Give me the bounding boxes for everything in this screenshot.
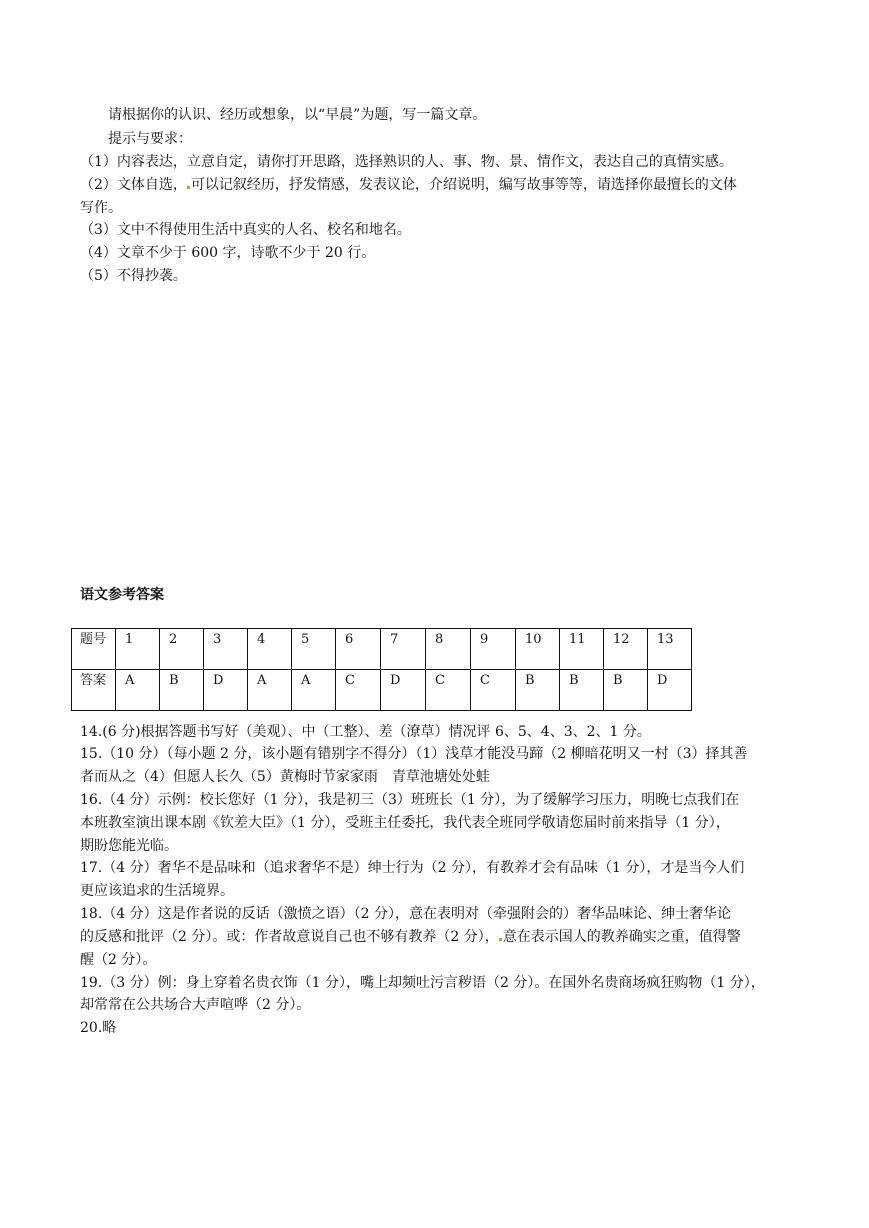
answer-15-cont: 者而从之（4）但愿人长久（5）黄梅时节家家雨 青草池塘处处蛙 [80, 769, 490, 785]
question-number-cell: 8 [426, 629, 471, 670]
essay-requirement-2 [80, 174, 792, 196]
answer-17: 17.（4 分）奢华不是品味和（追求奢华不是）绅士行为（2 分），有教养才会有品味（1 分），才是当今人们 [80, 860, 745, 876]
answer-cell: D [648, 670, 692, 711]
question-number-cell: 5 [292, 629, 336, 670]
answer-16: 16.（4 分）示例：校长您好（1 分），我是初三（3）班班长（1 分），为了缓解学习压力，明晚七点我们在 [80, 792, 740, 808]
answer-table [71, 628, 692, 711]
answer-table-choice-row [72, 670, 692, 711]
answer-cell: C [336, 670, 381, 711]
question-number-cell: 13 [648, 629, 692, 670]
answer-18: 18.（4 分）这是作者说的反话（激愤之语）（2 分），意在表明对（牵强附会的）奢华品味论、绅士奢华论 [80, 906, 731, 922]
answer-20: 20.略 [80, 1020, 117, 1036]
essay-requirement-5: （5）不得抄袭。 [80, 268, 187, 284]
question-number-cell: 9 [471, 629, 516, 670]
answer-cell: B [516, 670, 560, 711]
answer-19: 19.（3 分）例：身上穿着名贵衣饰（1 分），嘴上却频吐污言秽语（2 分）。在国外名贵商场疯狂购物（1 分）， [80, 975, 765, 991]
answer-18-cont-part-b: 意在表示国人的教养确实之重，值得警 [502, 929, 741, 945]
question-number-cell: 1 [116, 629, 160, 670]
essay-hint-title: 提示与要求： [108, 131, 192, 147]
essay-requirement-2-part-a: （2）文体自选， [80, 177, 187, 193]
essay-requirement-1: （1）内容表达，立意自定，请你打开思路，选择熟识的人、事、物、景、情作文，表达自己的真情实感。 [80, 154, 733, 170]
answer-table-number-row [72, 629, 692, 670]
answer-cell: B [560, 670, 604, 711]
essay-requirement-4: （4）文章不少于 600 字，诗歌不少于 20 行。 [80, 245, 376, 261]
answer-cell: C [426, 670, 471, 711]
question-number-cell: 10 [516, 629, 560, 670]
essay-prompt: 请根据你的认识、经历或想象，以“早晨”为题，写一篇文章。 [108, 107, 487, 123]
green-dot-mark [187, 186, 190, 189]
question-number-cell: 12 [604, 629, 648, 670]
question-number-cell: 3 [204, 629, 248, 670]
answer-14: 14.(6 分)根据答题书写好（美观）、中（工整）、差（潦草）情况评 6、5、4、3、2、1 分。 [80, 724, 651, 740]
answer-cell: A [116, 670, 160, 711]
answer-16-cont-2: 期盼您能光临。 [80, 838, 178, 854]
answer-17-cont: 更应该追求的生活境界。 [80, 883, 234, 899]
essay-requirement-2-cont: 写作。 [80, 200, 122, 216]
answer-16-cont: 本班教室演出课本剧《钦差大臣》（1 分），受班主任委托，我代表全班同学敬请您届时前来指导（1 分）， [80, 815, 730, 831]
answer-cell: C [471, 670, 516, 711]
question-number-header: 题号 [72, 629, 116, 670]
answer-15: 15.（10 分）（每小题 2 分，该小题有错别字不得分）（1）浅草才能没马蹄（2 柳暗花明又一村（3）择其善 [80, 746, 748, 762]
question-number-cell: 2 [160, 629, 204, 670]
essay-requirement-3: （3）文中不得使用生活中真实的人名、校名和地名。 [80, 222, 411, 238]
answer-cell: B [604, 670, 648, 711]
answer-18-cont-part-a: 的反感和批评（2 分）。或：作者故意说自己也不够有教养（2 分）， [80, 929, 499, 945]
answer-18-cont-2: 醒（2 分）。 [80, 952, 157, 968]
green-dot-mark [499, 938, 502, 941]
answer-cell: A [248, 670, 292, 711]
question-number-cell: 4 [248, 629, 292, 670]
question-number-cell: 7 [381, 629, 426, 670]
essay-requirement-2-part-b: 可以记叙经历，抒发情感，发表议论，介绍说明，编写故事等等，请选择你最擅长的文体 [190, 177, 737, 193]
answer-18-cont [80, 926, 792, 948]
question-number-cell: 6 [336, 629, 381, 670]
answer-cell: D [381, 670, 426, 711]
answer-19-cont: 却常常在公共场合大声喧哗（2 分）。 [80, 997, 311, 1013]
answer-cell: D [204, 670, 248, 711]
answer-cell: B [160, 670, 204, 711]
answer-cell: A [292, 670, 336, 711]
question-number-cell: 11 [560, 629, 604, 670]
answer-key-title: 语文参考答案 [80, 587, 164, 603]
answer-header: 答案 [72, 670, 116, 711]
